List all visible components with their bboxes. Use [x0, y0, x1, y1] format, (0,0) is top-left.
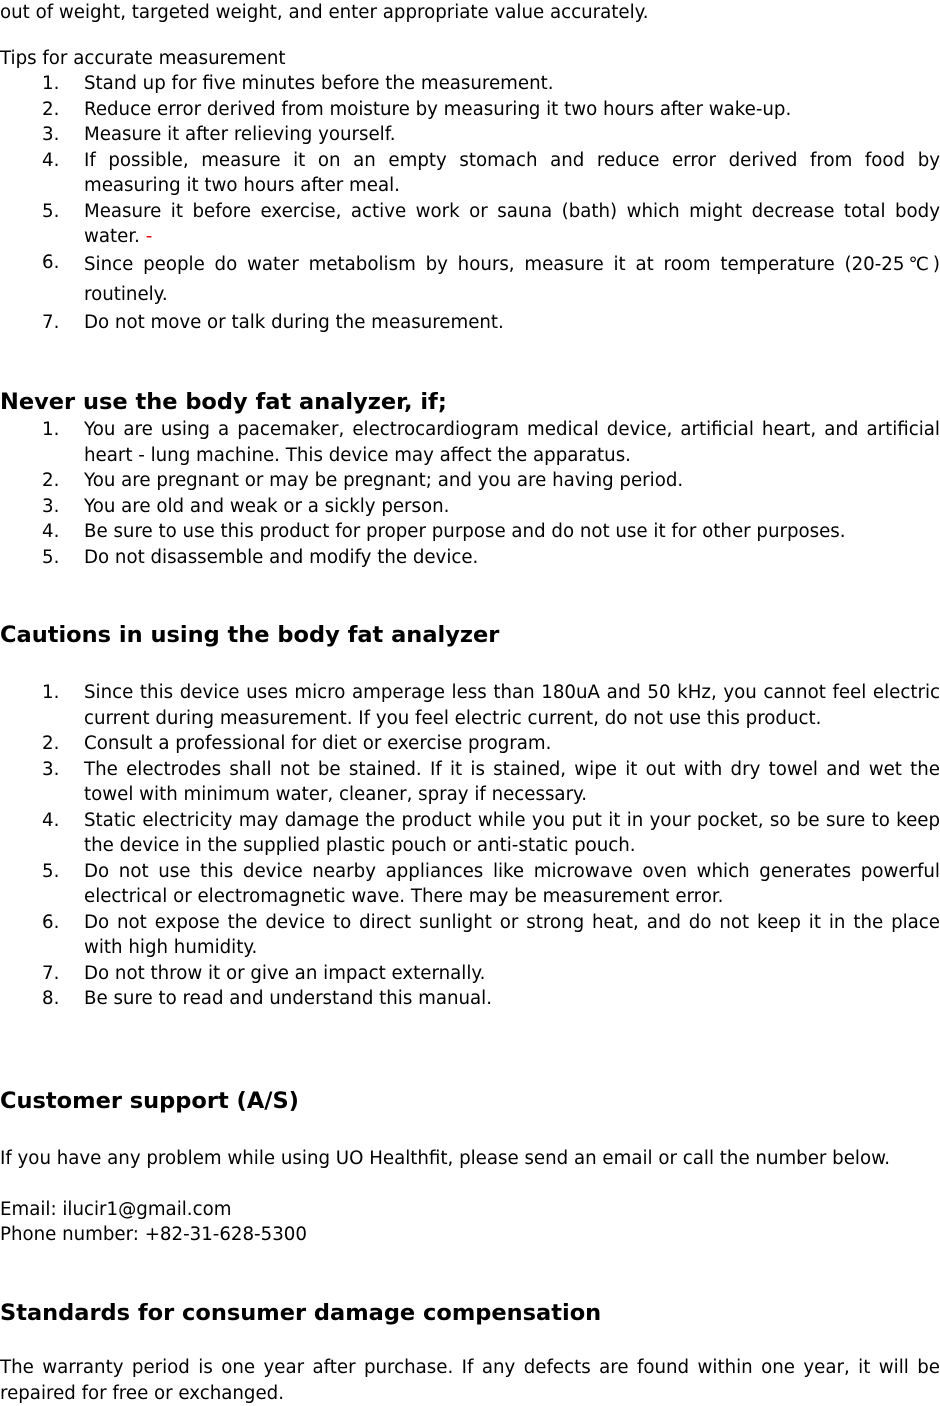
support-heading: Customer support (A/S): [0, 1088, 299, 1114]
never-use-list: [0, 417, 940, 570]
list-item: 1. Stand up for five minutes before the measurement.: [42, 73, 554, 94]
support-text: If you have any problem while using UO Healthfit, please send an email or call the number below.: [0, 1148, 891, 1169]
list-item: 4. If possible, measure it on an empty stomach and reduce error derived from food by measuring it two hours after meal.: [42, 149, 940, 196]
intro-line: out of weight, targeted weight, and enter appropriate value accurately.: [0, 2, 649, 23]
list-item: 3. The electrodes shall not be stained. If it is stained, wipe it out with dry towel and wet the towel with minimum water, cleaner, spray if necessary.: [42, 758, 940, 805]
tips-list: [0, 71, 940, 335]
list-item: 4. Be sure to use this product for proper purpose and do not use it for other purposes.: [42, 521, 846, 542]
list-item: 5. Do not disassemble and modify the device.: [42, 546, 479, 568]
list-item: 2. Reduce error derived from moisture by measuring it two hours after wake-up.: [42, 98, 792, 120]
list-item: 5. Do not use this device nearby appliances like microwave oven which generates powerful electrical or electromagnetic wave. There may be measurement error.: [42, 860, 940, 907]
list-item: 1. You are using a pacemaker, electrocardiogram medical device, artificial heart, and artificial heart - lung machine. This device may affect the apparatus.: [42, 419, 940, 466]
never-use-heading: Never use the body fat analyzer, if;: [0, 389, 447, 415]
tips-title: Tips for accurate measurement: [0, 48, 286, 69]
list-item: 6. Since people do water metabolism by hours, measure it at room temperature (20-25℃) routinely.: [42, 251, 940, 305]
standards-text: The warranty period is one year after purchase. If any defects are found within one year, it will be repaired for free or exchanged.: [0, 1357, 940, 1404]
list-item: 2. You are pregnant or may be pregnant; and you are having period.: [42, 470, 684, 491]
list-item: 7. Do not throw it or give an impact externally.: [42, 962, 486, 984]
list-item: 3. You are old and weak or a sickly person.: [42, 495, 450, 517]
red-mark: -: [145, 226, 153, 247]
support-phone: Phone number: +82-31-628-5300: [0, 1224, 307, 1245]
list-item: 4. Static electricity may damage the product while you put it in your pocket, so be sure to keep the device in the supplied plastic pouch or anti-static pouch.: [42, 809, 940, 856]
standards-heading: Standards for consumer damage compensation: [0, 1300, 602, 1326]
list-item: 7. Do not move or talk during the measurement.: [42, 311, 504, 333]
cautions-list: [0, 680, 940, 1012]
list-item: 5. Measure it before exercise, active work or sauna (bath) which might decrease total body water. -: [42, 200, 940, 247]
cautions-heading: Cautions in using the body fat analyzer: [0, 622, 500, 648]
list-item: 8. Be sure to read and understand this manual.: [42, 988, 493, 1009]
list-item: 2. Consult a professional for diet or exercise program.: [42, 733, 552, 754]
list-item: 3. Measure it after relieving yourself.: [42, 124, 396, 145]
list-item: 6. Do not expose the device to direct sunlight or strong heat, and do not keep it in the place with high humidity.: [42, 911, 940, 958]
list-item: 1. Since this device uses micro amperage less than 180uA and 50 kHz, you cannot feel electric current during measurement. If you feel electric current, do not use this product.: [42, 682, 940, 729]
support-email: Email: ilucir1@gmail.com: [0, 1199, 232, 1220]
